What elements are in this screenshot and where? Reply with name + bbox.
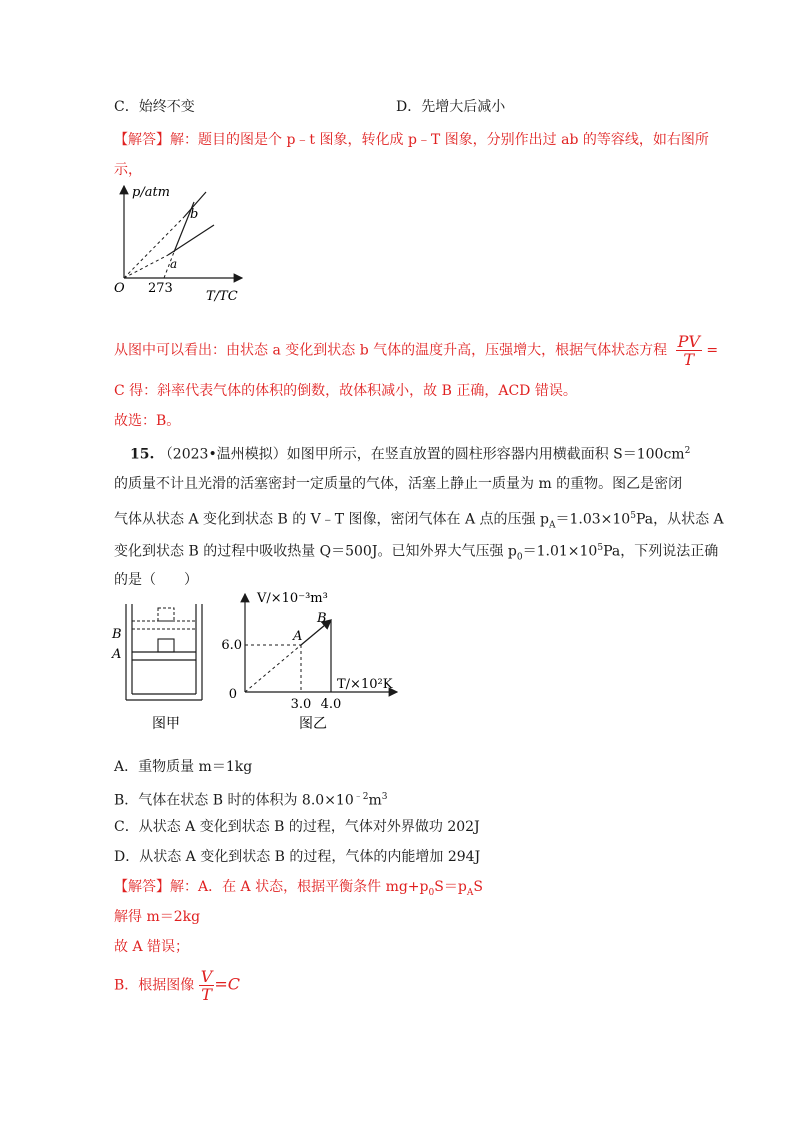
analysis-line1 — [114, 333, 718, 368]
q15-sub3: A — [548, 520, 556, 531]
equals-c: =C — [214, 974, 240, 994]
answer2-text-a: 解：A．在 A 状态，根据平衡条件 mg+p — [170, 879, 429, 895]
weight-dashed — [158, 608, 174, 621]
option-b-exp: ﹣2 — [353, 792, 369, 802]
tick-3: 3.0 — [290, 697, 312, 712]
pt-graph — [110, 180, 250, 305]
state-b-label: B — [112, 627, 122, 642]
answer2-line1 — [114, 877, 483, 903]
answer2-sub2: A — [466, 887, 474, 898]
answer2-line4 — [114, 968, 240, 1003]
q15-text4a: 变化到状态 B 的过程中吸收热量 Q＝500J。已知外界大气压强 p — [114, 543, 517, 560]
q15-line4 — [114, 538, 718, 567]
answer2-text-c: S — [473, 879, 483, 895]
point-a-label: A — [293, 629, 303, 644]
q15-sup1: 2 — [684, 446, 691, 456]
fraction-pv-t — [676, 333, 702, 368]
q15-source: （2023•温州模拟） — [158, 446, 287, 463]
tick-6: 6.0 — [221, 638, 242, 653]
analysis-line3: 故选：B。 — [114, 413, 181, 429]
line-oa-dashed — [245, 645, 301, 692]
fig-jia-cylinder — [108, 596, 213, 736]
q15-text4b: ＝1.01×10 — [522, 543, 598, 560]
option-c-previous: C．始终不变 — [114, 99, 195, 115]
q15-text3b: ＝1.03×10 — [555, 511, 631, 528]
origin-label: O — [114, 281, 125, 296]
answer2-tag: 【解答】 — [114, 879, 170, 895]
option-b — [114, 787, 388, 811]
isochore-a-dashed — [124, 255, 168, 278]
fraction-numerator: PV — [677, 332, 700, 351]
q15-line3 — [114, 506, 724, 535]
q15-number: 15. — [130, 446, 155, 463]
q15-text1: 如图甲所示，在竖直放置的圆柱形容器内用横截面积 S＝100cm — [286, 446, 685, 463]
q15-line5: 的是（ ） — [114, 572, 198, 588]
q15-sub4: 0 — [516, 552, 523, 563]
origin-label: 0 — [228, 687, 237, 702]
q15-sup4: 5 — [597, 543, 604, 553]
tick-273: 273 — [148, 281, 173, 296]
point-b-label: b — [190, 207, 199, 222]
q15-text4c: Pa，下列说法正确 — [603, 543, 719, 560]
fraction-denominator: T — [676, 350, 702, 368]
option-d-previous: D．先增大后减小 — [396, 99, 506, 115]
option-a: A．重物质量 m＝1kg — [114, 759, 253, 775]
answer2-line2: 解得 m＝2kg — [114, 909, 201, 925]
answer2-sub1: 0 — [428, 887, 435, 898]
q15-sup3: 5 — [630, 511, 636, 521]
answer-tag: 【解答】 — [114, 132, 170, 148]
weight — [158, 639, 174, 652]
analysis-text: 从图中可以看出：由状态 a 变化到状态 b 气体的温度升高，压强增大，根据气体状态方程 — [114, 342, 668, 359]
point-a-label: a — [170, 257, 178, 271]
x-axis-label: T/TC — [206, 289, 238, 304]
fig-jia-caption: 图甲 — [152, 716, 180, 732]
q15-line2: 的质量不计且光滑的活塞密封一定质量的气体，活塞上静止一质量为 m 的重物。图乙是密闭 — [114, 476, 683, 492]
fraction-t: T — [199, 985, 215, 1003]
point-b-label: B — [317, 611, 327, 626]
q15-text3c: Pa，从状态 A — [635, 511, 724, 528]
option-d: D．从状态 A 变化到状态 B 的过程，气体的内能增加 294J — [114, 849, 481, 865]
answer1-line1 — [114, 130, 709, 150]
fraction-v-t — [199, 968, 215, 1003]
fig-yi-vt-graph — [221, 588, 405, 736]
q15-line1 — [130, 441, 690, 465]
answer2-line3: 故 A 错误； — [114, 939, 190, 955]
option-b-unit-exp: 3 — [381, 792, 388, 802]
fig-yi-caption: 图乙 — [299, 716, 327, 732]
option-b-unit: m — [368, 792, 382, 809]
answer2-text-b: S＝p — [434, 879, 467, 895]
answer1-line2: 示， — [114, 162, 142, 178]
q15-text3a: 气体从状态 A 变化到状态 B 的 V﹣T 图像，密闭气体在 A 点的压强 p — [114, 511, 549, 528]
option-b-text: B．气体在状态 B 时的体积为 8.0×10 — [114, 792, 354, 809]
t-axis-label: T/×10²K — [337, 677, 393, 692]
y-axis-label: p/atm — [132, 185, 171, 200]
answer2-b-prefix: B．根据图像 — [114, 977, 195, 994]
equals-sign: = — [706, 342, 719, 359]
fraction-v: V — [200, 967, 213, 986]
option-c: C．从状态 A 变化到状态 B 的过程，气体对外界做功 202J — [114, 819, 480, 835]
tick-4: 4.0 — [320, 697, 342, 712]
v-axis-label: V/×10⁻³m³ — [257, 591, 328, 606]
state-a-label: A — [112, 647, 122, 662]
answer-text: 解：题目的图是个 p﹣t 图象，转化成 p﹣T 图象，分别作出过 ab 的等容线，如右图所 — [170, 132, 709, 148]
analysis-line2: C 得：斜率代表气体的体积的倒数，故体积减小，故 B 正确，ACD 错误。 — [114, 383, 577, 399]
